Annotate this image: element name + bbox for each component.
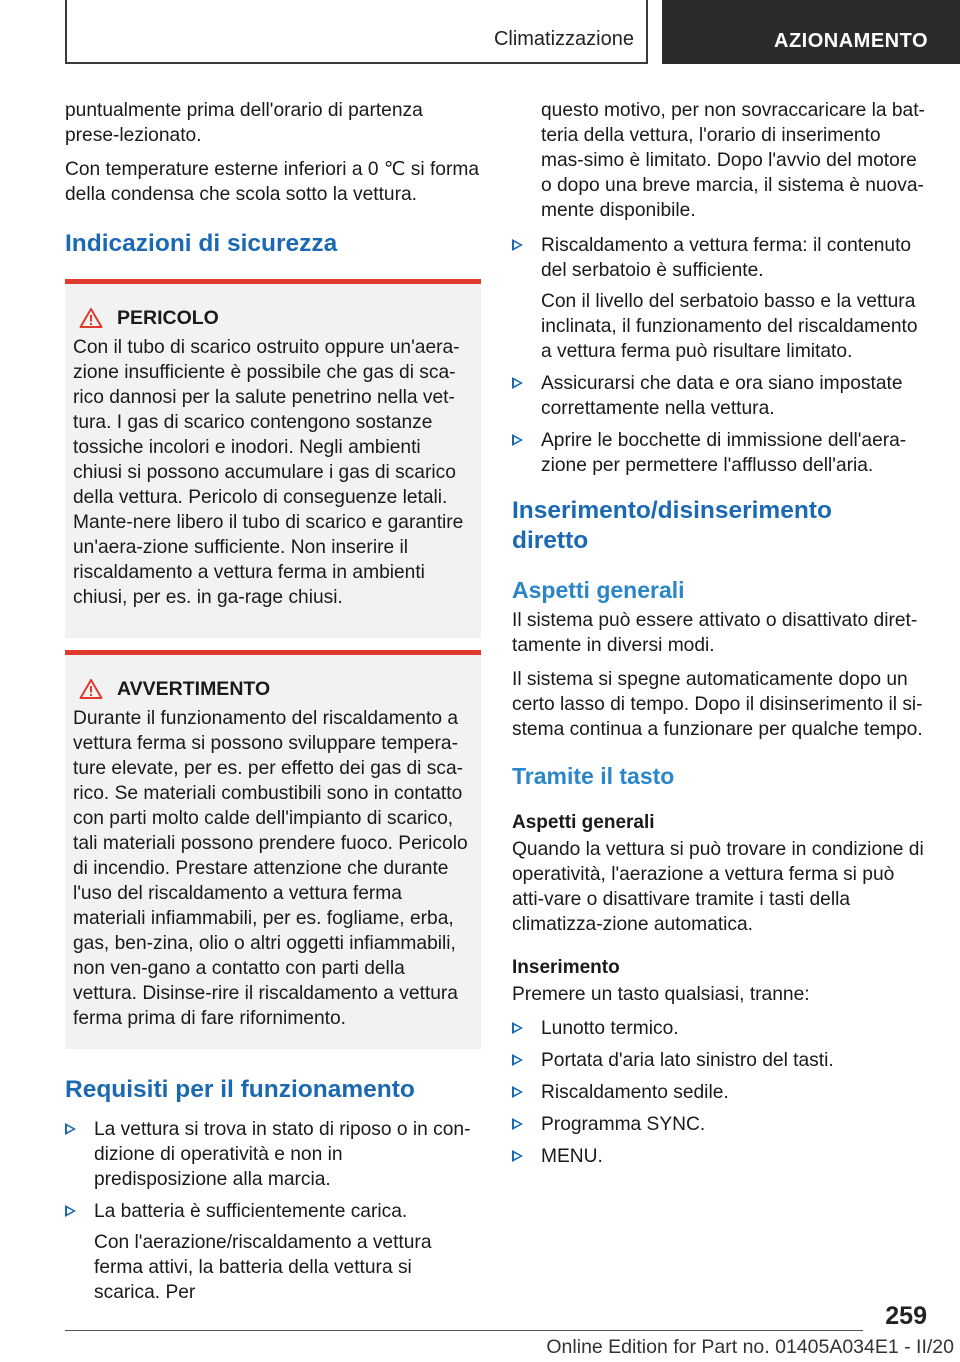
list-item-text: La batteria è sufficientemente carica. <box>94 1201 408 1222</box>
bullet-arrow-icon <box>65 1123 76 1135</box>
list-item-text: Programma SYNC. <box>541 1114 706 1135</box>
list-item <box>65 1117 481 1192</box>
paragraph: Premere un tasto qualsiasi, tranne: <box>512 984 810 1005</box>
bullet-arrow-icon <box>512 1086 523 1098</box>
list-item-text: Portata d'aria lato sinistro del tasti. <box>541 1050 834 1071</box>
keys-list <box>512 1016 928 1169</box>
paragraph: Quando la vettura si può trovare in condizione di operatività, l'aerazione a vettura ferma si può atti-vare o disattivare tramite i tasti della climatizza-zione automatica. <box>512 839 924 935</box>
list-item <box>512 1048 928 1073</box>
list-item-text: Lunotto termico. <box>541 1018 679 1039</box>
bullet-arrow-icon <box>512 1118 523 1130</box>
list-item-text: Con il livello del serbatoio basso e la vettura inclinata, il funzionamento del riscaldamento a vettura ferma può risultare limitato. <box>541 291 918 362</box>
list-item <box>65 1199 481 1305</box>
bullet-arrow-icon <box>512 434 523 446</box>
warning-triangle-icon <box>79 307 103 329</box>
requirements-list <box>65 1117 481 1305</box>
subheading-general: Aspetti generali <box>512 812 655 833</box>
bullet-arrow-icon <box>512 1150 523 1162</box>
warning-triangle-icon <box>79 678 103 700</box>
warning-title: AVVERTIMENTO <box>117 678 271 700</box>
paragraph: Il sistema può essere attivato o disattivato diret-tamente in diversi modi. <box>512 610 918 656</box>
bullet-arrow-icon <box>512 1022 523 1034</box>
danger-title-row <box>73 306 473 330</box>
warning-title-row <box>73 677 473 701</box>
paragraph: puntualmente prima dell'orario di partenza prese-lezionato. <box>65 100 423 146</box>
page-number: 259 <box>885 1302 927 1330</box>
heading-requirements: Requisiti per il funzionamento <box>65 1076 415 1103</box>
right-column <box>512 98 928 1176</box>
danger-box <box>65 279 481 638</box>
footer-edition: Online Edition for Part no. 01405A034E1 - II/20 <box>546 1336 954 1358</box>
heading-direct: Inserimento/disinserimento diretto <box>512 497 832 554</box>
list-item <box>512 1016 928 1041</box>
subheading-on: Inserimento <box>512 957 620 978</box>
header-section-title: Climatizzazione <box>493 28 634 50</box>
list-item <box>512 233 928 364</box>
list-item-text: Con l'aerazione/riscaldamento a vettura ferma attivi, la batteria della vettura si scarica. Per <box>94 1232 432 1303</box>
header-section-box <box>65 0 648 64</box>
list-item-text: La vettura si trova in stato di riposo o in con-dizione di operatività e non in predisposizione alla marcia. <box>94 1119 471 1190</box>
paragraph: Il sistema si spegne automaticamente dopo un certo lasso di tempo. Dopo il disinserimento il si-stema continua a funzionare per qualche tempo. <box>512 669 923 740</box>
footer-divider <box>65 1330 863 1331</box>
header-chapter-tab: AZIONAMENTO <box>662 0 960 64</box>
list-item <box>512 98 928 223</box>
list-item-text: questo motivo, per non sovraccaricare la bat-teria della vettura, l'orario di inserimento mas-simo è limitato. Dopo l'avvio del motore o dopo una breve marcia, il sistema è nuova-mente disponibile. <box>541 100 925 221</box>
bullet-arrow-icon <box>512 1054 523 1066</box>
list-item <box>512 1080 928 1105</box>
list-item-text: MENU. <box>541 1146 603 1167</box>
bullet-arrow-icon <box>512 239 523 251</box>
warning-text: Durante il funzionamento del riscaldamento a vettura ferma si possono sviluppare tempera-ture elevate, per es. per effetto dei gas di sca-rico. Se materiali combustibili sono in contatto con parti molto calde dell'impianto di scarico, tali materiali possono prendere fuoco. Pericolo di incendio. Prestare attenzione che durante l'uso del riscaldamento a vettura ferma materiali infiammabili, per es. fogliame, erba, gas, ben-zina, olio o altri oggetti infiammabili, non ven-gano a contatto con parti della vettura. Disinse-rire il riscaldamento a vettura ferma prima di fare rifornimento. <box>73 708 468 1029</box>
paragraph: Con temperature esterne inferiori a 0 ℃ si forma della condensa che scola sotto la vettura. <box>65 159 480 205</box>
left-column <box>65 98 481 1312</box>
list-item-text: Aprire le bocchette di immissione dell'aera-zione per permettere l'afflusso dell'aria. <box>541 430 907 476</box>
heading-button: Tramite il tasto <box>512 763 675 789</box>
list-item-text: Riscaldamento sedile. <box>541 1082 729 1103</box>
warning-box <box>65 650 481 1049</box>
list-item <box>512 428 928 478</box>
bullet-arrow-icon <box>512 377 523 389</box>
list-item <box>512 1144 928 1169</box>
heading-general: Aspetti generali <box>512 577 685 603</box>
list-item-text: Riscaldamento a vettura ferma: il contenuto del serbatoio è sufficiente. <box>541 235 912 281</box>
danger-title: PERICOLO <box>117 307 219 329</box>
heading-safety: Indicazioni di sicurezza <box>65 230 338 257</box>
list-item <box>512 371 928 421</box>
bullet-arrow-icon <box>65 1205 76 1217</box>
list-item-text: Assicurarsi che data e ora siano impostate correttamente nella vettura. <box>541 373 903 419</box>
list-item <box>512 1112 928 1137</box>
danger-text: Con il tubo di scarico ostruito oppure un'aera-zione insufficiente è possibile che gas di sca-rico dannosi per la salute penetrino nella vet-tura. I gas di scarico contengono sostanze tossiche incolori e inodori. Negli ambienti chiusi si possono accumulare i gas di scarico della vettura. Pericolo di conseguenze letali. Mante-nere libero il tubo di scarico e garantire un'aera-zione sufficiente. Non inserire il riscaldamento a vettura ferma in ambienti chiusi, per es. in ga-rage chiusi. <box>73 337 464 608</box>
requirements-list-cont <box>512 98 928 478</box>
